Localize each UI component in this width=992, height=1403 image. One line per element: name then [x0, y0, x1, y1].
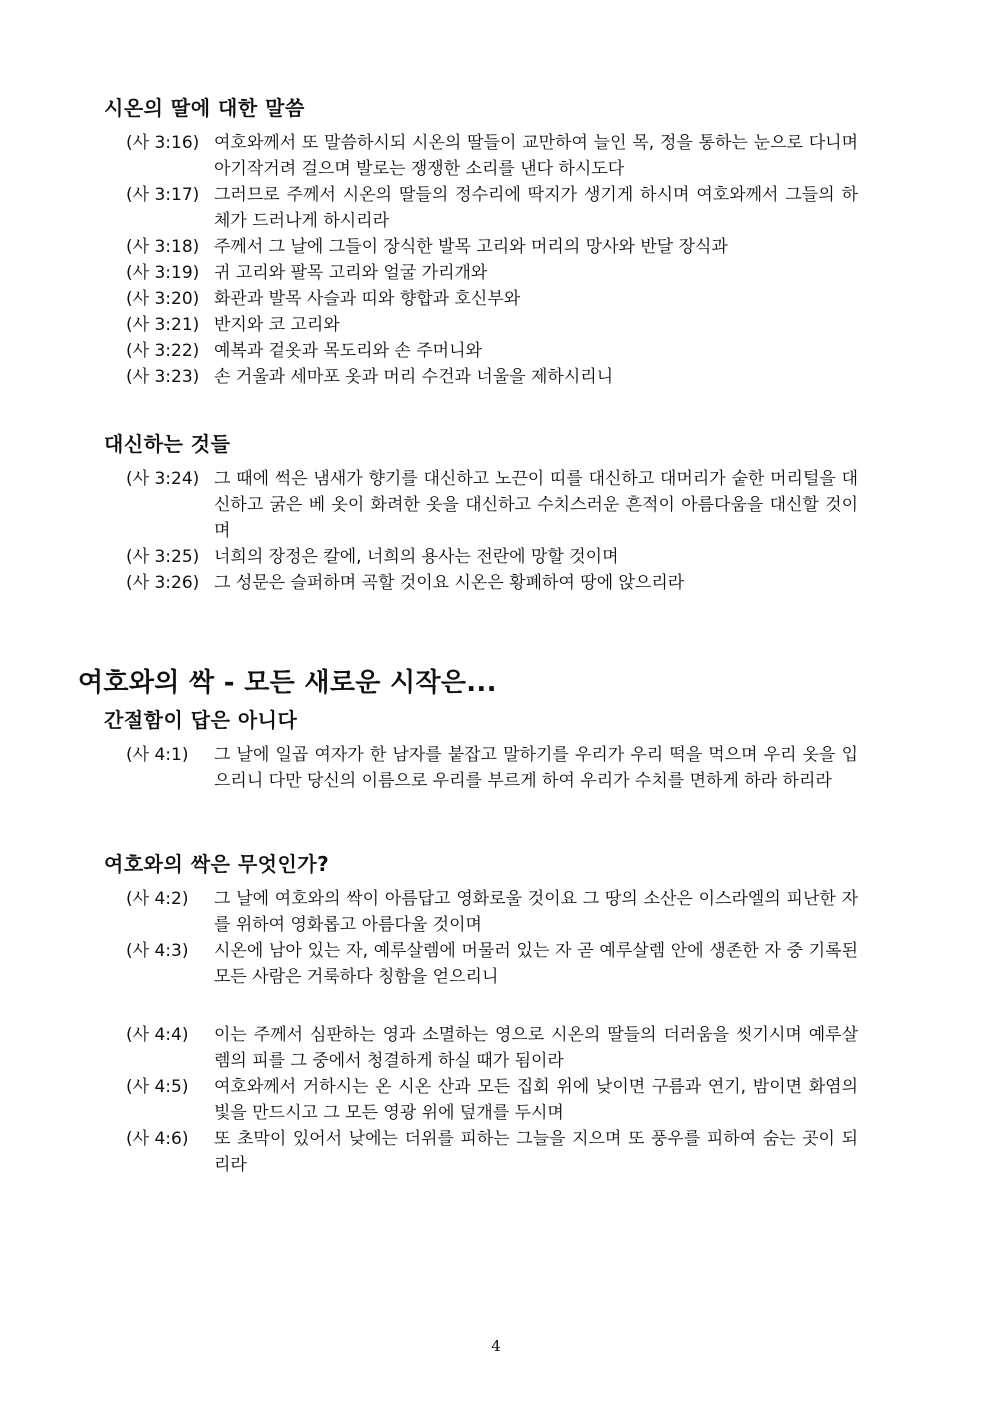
verse-ref: (사 3:21): [126, 315, 200, 335]
main-heading-branch-of-the-lord: 여호와의 싹 - 모든 새로운 시작은...: [78, 668, 497, 698]
verse-text: 그 때에 썩은 냄새가 향기를 대신하고 노끈이 띠를 대신하고 대머리가 숱한 머리털을 대신하고 굵은 베 옷이 화려한 옷을 대신하고 수치스러운 흔적이 아름다움을 대신할 것이며: [214, 469, 858, 541]
verse-text: 그러므로 주께서 시온의 딸들의 정수리에 딱지가 생기게 하시며 여호와께서 그들의 하체가 드러나게 하시리라: [214, 185, 858, 231]
verse-3-24: [126, 466, 858, 544]
verse-ref: (사 4:1): [126, 745, 189, 765]
verse-ref: (사 3:17): [126, 185, 200, 205]
verse-3-22: [126, 338, 858, 364]
page-number: 4: [491, 1337, 501, 1355]
verse-3-20: [126, 286, 858, 312]
verse-ref: (사 3:24): [126, 469, 200, 489]
verse-list-section4a: [126, 886, 858, 990]
verse-3-16: [126, 130, 858, 182]
section-heading-replacements: 대신하는 것들: [104, 432, 231, 456]
verse-text: 여호와께서 또 말씀하시되 시온의 딸들이 교만하여 늘인 목, 정을 통하는 눈으로 다니며 아기작거려 걸으며 발로는 쟁쟁한 소리를 낸다 하시도다: [214, 133, 858, 179]
verse-ref: (사 4:6): [126, 1129, 189, 1149]
verse-4-1: [126, 742, 858, 794]
section-heading-earnestness: 간절함이 답은 아니다: [104, 708, 298, 732]
verse-text: 또 초막이 있어서 낮에는 더위를 피하는 그늘을 지으며 또 풍우를 피하여 숨는 곳이 되리라: [214, 1129, 858, 1175]
verse-ref: (사 4:3): [126, 941, 189, 961]
verse-text: 귀 고리와 팔목 고리와 얼굴 가리개와: [214, 263, 488, 283]
verse-list-section4b: [126, 1022, 858, 1178]
verse-list-section3: [126, 742, 858, 794]
verse-list-section2: [126, 466, 858, 596]
verse-3-25: [126, 544, 858, 570]
verse-3-26: [126, 570, 858, 596]
verse-ref: (사 3:22): [126, 341, 200, 361]
verse-4-3: [126, 938, 858, 990]
verse-text: 화관과 발목 사슬과 띠와 향합과 호신부와: [214, 289, 521, 309]
verse-text: 너희의 장정은 칼에, 너희의 용사는 전란에 망할 것이며: [214, 547, 619, 567]
verse-ref: (사 4:4): [126, 1025, 189, 1045]
verse-ref: (사 3:20): [126, 289, 200, 309]
verse-3-21: [126, 312, 858, 338]
verse-4-4: [126, 1022, 858, 1074]
section-heading-daughters-of-zion: 시온의 딸에 대한 말씀: [104, 96, 305, 120]
verse-4-5: [126, 1074, 858, 1126]
verse-text: 여호와께서 거하시는 온 시온 산과 모든 집회 위에 낮이면 구름과 연기, 밤이면 화염의 빛을 만드시고 그 모든 영광 위에 덮개를 두시며: [214, 1077, 858, 1123]
verse-ref: (사 4:2): [126, 889, 189, 909]
verse-3-18: [126, 234, 858, 260]
verse-text: 시온에 남아 있는 자, 예루살렘에 머물러 있는 자 곧 예루살렘 안에 생존한 자 중 기록된 모든 사람은 거룩하다 칭함을 얻으리니: [214, 941, 858, 987]
verse-text: 주께서 그 날에 그들이 장식한 발목 고리와 머리의 망사와 반달 장식과: [214, 237, 728, 257]
verse-ref: (사 4:5): [126, 1077, 189, 1097]
verse-ref: (사 3:19): [126, 263, 200, 283]
verse-3-23: [126, 364, 858, 390]
verse-3-17: [126, 182, 858, 234]
verse-4-2: [126, 886, 858, 938]
verse-ref: (사 3:18): [126, 237, 200, 257]
verse-text: 이는 주께서 심판하는 영과 소멸하는 영으로 시온의 딸들의 더러움을 씻기시며 예루살렘의 피를 그 중에서 청결하게 하실 때가 됨이라: [214, 1025, 858, 1071]
verse-text: 반지와 코 고리와: [214, 315, 340, 335]
verse-text: 예복과 겉옷과 목도리와 손 주머니와: [214, 341, 482, 361]
verse-4-6: [126, 1126, 858, 1178]
verse-ref: (사 3:23): [126, 367, 200, 387]
verse-text: 그 날에 여호와의 싹이 아름답고 영화로울 것이요 그 땅의 소산은 이스라엘의 피난한 자를 위하여 영화롭고 아름다울 것이며: [214, 889, 858, 935]
verse-ref: (사 3:16): [126, 133, 200, 153]
section-heading-what-is-branch: 여호와의 싹은 무엇인가?: [104, 852, 330, 876]
verse-ref: (사 3:25): [126, 547, 200, 567]
verse-text: 그 날에 일곱 여자가 한 남자를 붙잡고 말하기를 우리가 우리 떡을 먹으며 우리 옷을 입으리니 다만 당신의 이름으로 우리를 부르게 하여 우리가 수치를 면하게 하라 하리라: [214, 745, 858, 791]
verse-text: 손 거울과 세마포 옷과 머리 수건과 너울을 제하시리니: [214, 367, 614, 387]
verse-3-19: [126, 260, 858, 286]
verse-list-section1: [126, 130, 858, 390]
verse-text: 그 성문은 슬퍼하며 곡할 것이요 시온은 황폐하여 땅에 앉으리라: [214, 573, 685, 593]
verse-ref: (사 3:26): [126, 573, 200, 593]
